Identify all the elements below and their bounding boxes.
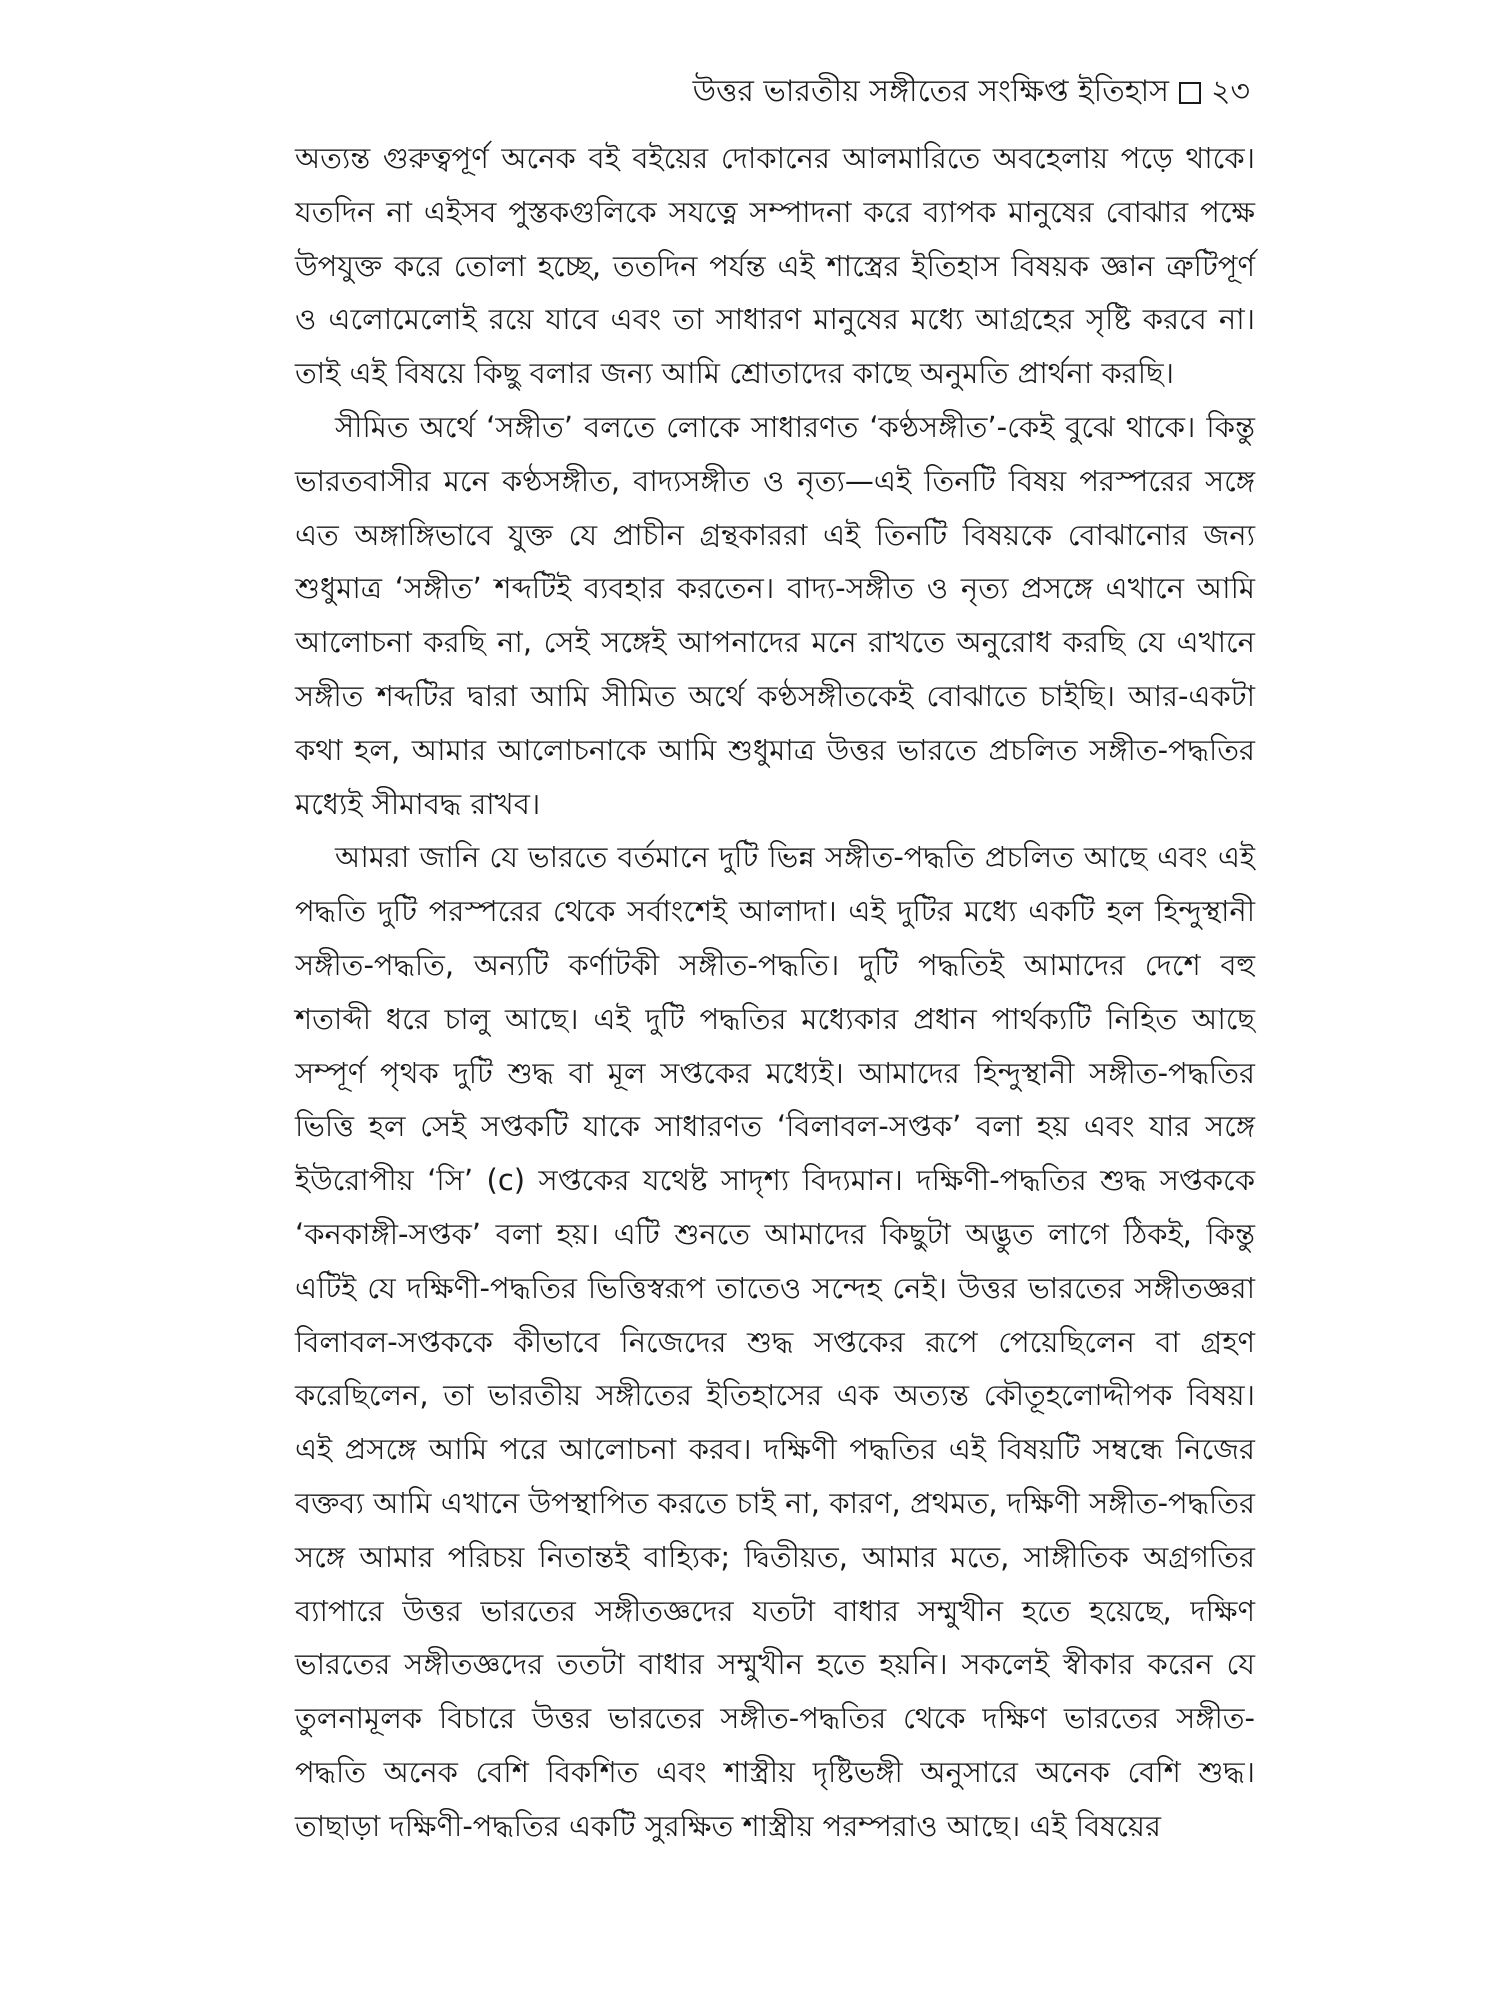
running-header [160,70,1250,114]
body-text [295,132,1255,1854]
page-number: ২৩ [1210,74,1250,109]
square-bullet-icon [1179,82,1201,104]
paragraph-two-systems: আমরা জানি যে ভারতে বর্তমানে দুটি ভিন্ন সঙ্গীত-পদ্ধতি প্রচলিত আছে এবং এই পদ্ধতি দুটি পরস্পরের থেকে সর্বাংশেই আলাদা। এই দুটির মধ্যে একটি হল হিন্দুস্থানী সঙ্গীত-পদ্ধতি, অন্যটি কর্ণাটকী সঙ্গীত-পদ্ধতি। দুটি পদ্ধতিই আমাদের দেশে বহু শতাব্দী ধরে চালু আছে। এই দুটি পদ্ধতির মধ্যেকার প্রধান পার্থক্যটি নিহিত আছে সম্পূর্ণ পৃথক দুটি শুদ্ধ বা মূল সপ্তকের মধ্যেই। আমাদের হিন্দুস্থানী সঙ্গীত-পদ্ধতির ভিত্তি হল সেই সপ্তকটি যাকে সাধারণত ‘বিলাবল-সপ্তক’ বলা হয় এবং যার সঙ্গে ইউরোপীয় ‘সি’ (c) সপ্তকের যথেষ্ট সাদৃশ্য বিদ্যমান। দক্ষিণী-পদ্ধতির শুদ্ধ সপ্তককে ‘কনকাঙ্গী-সপ্তক’ বলা হয়। এটি শুনতে আমাদের কিছুটা অদ্ভুত লাগে ঠিকই, কিন্তু এটিই যে দক্ষিণী-পদ্ধতির ভিত্তিস্বরূপ তাতেও সন্দেহ নেই। উত্তর ভারতের সঙ্গীতজ্ঞরা বিলাবল-সপ্তককে কীভাবে নিজেদের শুদ্ধ সপ্তকের রূপে পেয়েছিলেন বা গ্রহণ করেছিলেন, তা ভারতীয় সঙ্গীতের ইতিহাসের এক অত্যন্ত কৌতূহলোদ্দীপক বিষয়। এই প্রসঙ্গে আমি পরে আলোচনা করব। দক্ষিণী পদ্ধতির এই বিষয়টি সম্বন্ধে নিজের বক্তব্য আমি এখানে উপস্থাপিত করতে চাই না, কারণ, প্রথমত, দক্ষিণী সঙ্গীত-পদ্ধতির সঙ্গে আমার পরিচয় নিতান্তই বাহ্যিক; দ্বিতীয়ত, আমার মতে, সাঙ্গীতিক অগ্রগতির ব্যাপারে উত্তর ভারতের সঙ্গীতজ্ঞদের যতটা বাধার সম্মুখীন হতে হয়েছে, দক্ষিণ ভারতের সঙ্গীতজ্ঞদের ততটা বাধার সম্মুখীন হতে হয়নি। সকলেই স্বীকার করেন যে তুলনামূলক বিচারে উত্তর ভারতের সঙ্গীত-পদ্ধতির থেকে দক্ষিণ ভারতের সঙ্গীত-পদ্ধতি অনেক বেশি বিকশিত এবং শাস্ত্রীয় দৃষ্টিভঙ্গী অনুসারে অনেক বেশি শুদ্ধ। তাছাড়া দক্ষিণী-পদ্ধতির একটি সুরক্ষিত শাস্ত্রীয় পরম্পরাও আছে। এই বিষয়ের [295,840,1255,1843]
book-title: উত্তর ভারতীয় সঙ্গীতের সংক্ষিপ্ত ইতিহাস [692,74,1169,109]
paragraph-sangeet-definition: সীমিত অর্থে ‘সঙ্গীত’ বলতে লোকে সাধারণত ‘কণ্ঠসঙ্গীত’-কেই বুঝে থাকে। কিন্তু ভারতবাসীর মনে কণ্ঠসঙ্গীত, বাদ্যসঙ্গীত ও নৃত্য—এই তিনটি বিষয় পরস্পরের সঙ্গে এত অঙ্গাঙ্গিভাবে যুক্ত যে প্রাচীন গ্রন্থকাররা এই তিনটি বিষয়কে বোঝানোর জন্য শুধুমাত্র ‘সঙ্গীত’ শব্দটিই ব্যবহার করতেন। বাদ্য-সঙ্গীত ও নৃত্য প্রসঙ্গে এখানে আমি আলোচনা করছি না, সেই সঙ্গেই আপনাদের মনে রাখতে অনুরোধ করছি যে এখানে সঙ্গীত শব্দটির দ্বারা আমি সীমিত অর্থে কণ্ঠসঙ্গীতকেই বোঝাতে চাইছি। আর-একটা কথা হল, আমার আলোচনাকে আমি শুধুমাত্র উত্তর ভারতে প্রচলিত সঙ্গীত-পদ্ধতির মধ্যেই সীমাবদ্ধ রাখব। [295,409,1255,821]
paragraph-continued: অত্যন্ত গুরুত্বপূর্ণ অনেক বই বইয়ের দোকানের আলমারিতে অবহেলায় পড়ে থাকে। যতদিন না এইসব পুস্তকগুলিকে সযত্নে সম্পাদনা করে ব্যাপক মানুষের বোঝার পক্ষে উপযুক্ত করে তোলা হচ্ছে, ততদিন পর্যন্ত এই শাস্ত্রের ইতিহাস বিষয়ক জ্ঞান ত্রুটিপূর্ণ ও এলোমেলোই রয়ে যাবে এবং তা সাধারণ মানুষের মধ্যে আগ্রহের সৃষ্টি করবে না। তাই এই বিষয়ে কিছু বলার জন্য আমি শ্রোতাদের কাছে অনুমতি প্রার্থনা করছি। [295,141,1255,391]
